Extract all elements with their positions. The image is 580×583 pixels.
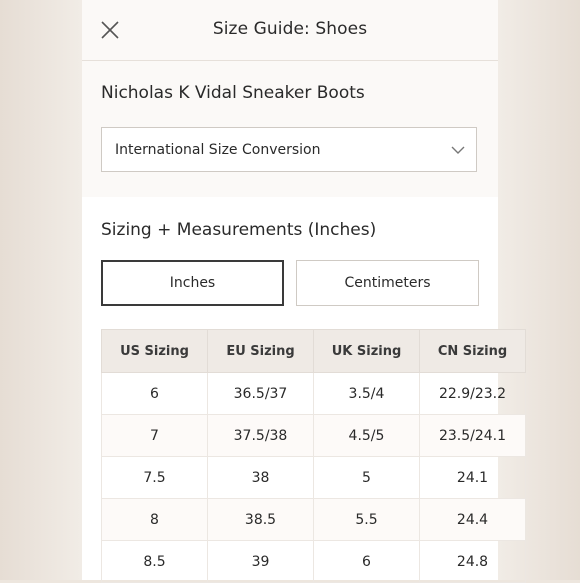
column-header-eu: EU Sizing xyxy=(208,330,314,373)
cell-cn: 23.5/24.1 xyxy=(420,415,526,457)
product-section xyxy=(82,61,498,197)
cell-cn: 22.9/23.2 xyxy=(420,373,526,415)
cell-uk: 4.5/5 xyxy=(314,415,420,457)
table-row xyxy=(102,457,526,499)
centimeters-button[interactable]: Centimeters xyxy=(296,260,479,306)
cell-us: 7.5 xyxy=(102,457,208,499)
cell-uk: 6 xyxy=(314,541,420,583)
size-table xyxy=(101,329,526,583)
cell-us: 8.5 xyxy=(102,541,208,583)
column-header-uk: UK Sizing xyxy=(314,330,420,373)
inches-button[interactable]: Inches xyxy=(101,260,284,306)
cell-cn: 24.1 xyxy=(420,457,526,499)
size-table-container[interactable] xyxy=(101,329,508,580)
cell-eu: 38.5 xyxy=(208,499,314,541)
size-guide-modal xyxy=(82,0,508,580)
cell-uk: 3.5/4 xyxy=(314,373,420,415)
table-row xyxy=(102,499,526,541)
table-row xyxy=(102,415,526,457)
size-conversion-select[interactable] xyxy=(101,127,477,172)
table-header-row xyxy=(102,330,526,373)
cell-cn: 24.8 xyxy=(420,541,526,583)
cell-eu: 38 xyxy=(208,457,314,499)
product-name: Nicholas K Vidal Sneaker Boots xyxy=(101,83,365,103)
chevron-down-icon xyxy=(450,142,466,158)
table-row xyxy=(102,541,526,583)
table-row xyxy=(102,373,526,415)
cell-eu: 36.5/37 xyxy=(208,373,314,415)
column-header-us: US Sizing xyxy=(102,330,208,373)
cell-eu: 37.5/38 xyxy=(208,415,314,457)
select-value: International Size Conversion xyxy=(115,142,321,158)
modal-title: Size Guide: Shoes xyxy=(212,19,368,39)
cell-us: 7 xyxy=(102,415,208,457)
cell-us: 8 xyxy=(102,499,208,541)
cell-eu: 39 xyxy=(208,541,314,583)
modal-header xyxy=(82,0,498,61)
cell-uk: 5.5 xyxy=(314,499,420,541)
section-title: Sizing + Measurements (Inches) xyxy=(101,220,377,240)
cell-us: 6 xyxy=(102,373,208,415)
column-header-cn: CN Sizing xyxy=(420,330,526,373)
cell-cn: 24.4 xyxy=(420,499,526,541)
cell-uk: 5 xyxy=(314,457,420,499)
